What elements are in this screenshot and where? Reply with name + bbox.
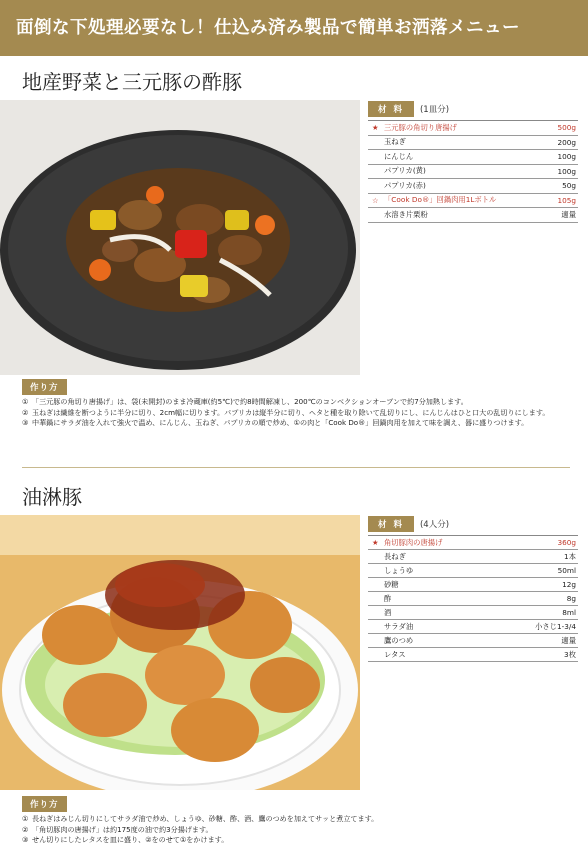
ingredient-table — [368, 535, 578, 662]
ingredient-name: 玉ねぎ — [384, 137, 406, 147]
serving-size: (1皿分) — [419, 105, 450, 115]
ingredient-name: しょうゆ — [384, 565, 414, 575]
ingredient-row — [368, 121, 578, 136]
ingredient-name: パプリカ(赤) — [384, 180, 426, 190]
ingredient-amount: 100g — [557, 166, 576, 176]
ingredient-amount: 200g — [557, 137, 576, 147]
method-step — [22, 408, 570, 419]
step-number: ② — [22, 407, 29, 417]
method-steps — [22, 814, 570, 846]
ingredient-name: パプリカ(黄) — [384, 166, 426, 176]
materials-label: 材 料 — [368, 516, 414, 532]
ingredient-name: 三元豚の角切り唐揚げ — [384, 122, 457, 132]
step-number: ③ — [22, 418, 29, 427]
ingredient-amount: 105g — [557, 195, 576, 205]
ingredient-name: 長ねぎ — [384, 551, 406, 561]
ingredient-name: 水溶き片栗粉 — [384, 209, 428, 219]
ingredient-amount: 100g — [557, 152, 576, 162]
method-label: 作り方 — [22, 379, 67, 395]
step-number: ② — [22, 824, 29, 834]
ingredient-amount: 50ml — [557, 566, 576, 575]
ingredient-amount: 360g — [557, 538, 576, 547]
ingredient-amount: 小さじ1-3/4 — [535, 621, 576, 631]
recipe-title: 油淋豚 — [22, 485, 82, 509]
ingredient-amount: 1本 — [564, 551, 576, 561]
serving-size: (4人分) — [419, 520, 450, 530]
ingredient-amount: 適量 — [561, 209, 576, 219]
ingredient-table — [368, 120, 578, 223]
ingredient-row — [368, 606, 578, 620]
step-text: 玉ねぎは繊維を断つように半分に切り、2cm幅に切ります。パプリカは縦半分に切り、ヘタと種を取り除いて乱切りにし、にんじんはひと口大の乱切りにします。 — [32, 407, 550, 417]
method-step — [22, 835, 570, 846]
step-text: 中華鍋にサラダ油を入れて強火で温め、にんじん、玉ねぎ、パプリカの順で炒め、①の肉と「Cook Do®」回鍋肉用を加えて味を調え、器に盛りつけます。 — [32, 418, 529, 427]
ingredient-amount: 50g — [562, 181, 576, 191]
sweet-sour-pork-photo — [0, 100, 360, 375]
method-step — [22, 418, 570, 429]
step-number: ① — [22, 814, 29, 823]
ingredient-name: レタス — [384, 649, 406, 659]
recipe-title: 地産野菜と三元豚の酢豚 — [22, 70, 242, 94]
ingredient-row — [368, 150, 578, 165]
star-mark: ★ — [372, 538, 379, 547]
star-mark: ★ — [372, 123, 379, 133]
ingredient-row — [368, 592, 578, 606]
method-step — [22, 397, 570, 408]
ingredient-row — [368, 136, 578, 151]
page-banner: 面倒な下処理必要なし！仕込み済み製品で簡単お洒落メニュー — [0, 0, 588, 56]
ingredient-name: 角切豚肉の唐揚げ — [384, 537, 443, 547]
ingredient-name: 酒 — [384, 607, 392, 617]
ingredient-amount: 8g — [566, 594, 576, 603]
method-label: 作り方 — [22, 796, 67, 812]
ingredient-name: 鷹のつめ — [384, 635, 414, 645]
star-mark: ☆ — [372, 195, 379, 205]
ingredient-row — [368, 165, 578, 180]
ingredient-row — [368, 550, 578, 564]
ingredient-amount: 500g — [557, 123, 576, 133]
section-divider — [22, 467, 570, 468]
step-text: 長ねぎはみじん切りにしてサラダ油で炒め、しょうゆ、砂糖、酢、酒、鷹のつめを加えてサッと煮立てます。 — [32, 814, 379, 823]
ingredient-row — [368, 620, 578, 634]
step-number: ③ — [22, 835, 29, 844]
materials-header — [368, 516, 449, 532]
step-text: 「三元豚の角切り唐揚げ」は、袋(未開封)のまま冷蔵庫(約5℃)で約8時間解凍し、200℃のコンベクションオーブンで約7分加熱します。 — [32, 397, 468, 406]
step-text: 「角切豚肉の唐揚げ」は約175度の油で約3分揚げます。 — [32, 824, 213, 834]
ingredient-name: サラダ油 — [384, 621, 414, 631]
ingredient-amount: 3枚 — [564, 649, 576, 659]
ingredient-name: 酢 — [384, 593, 392, 603]
ingredient-amount: 適量 — [561, 635, 576, 645]
ingredient-name: 砂糖 — [384, 579, 399, 589]
materials-label: 材 料 — [368, 101, 414, 117]
method-steps — [22, 397, 570, 429]
method-step — [22, 814, 570, 825]
ingredient-row — [368, 194, 578, 209]
method-step — [22, 825, 570, 836]
ingredient-amount: 8ml — [562, 608, 576, 617]
ingredient-name: にんじん — [384, 151, 414, 161]
ingredient-name: 「Cook Do®」回鍋肉用1Lボトル — [384, 195, 497, 205]
ingredient-row — [368, 179, 578, 194]
ingredient-row — [368, 648, 578, 662]
ingredient-amount: 12g — [562, 580, 576, 589]
step-number: ① — [22, 397, 29, 406]
materials-header — [368, 101, 449, 117]
ingredient-row — [368, 208, 578, 223]
yu-lin-pork-photo — [0, 515, 360, 790]
step-text: せん切りにしたレタスを皿に盛り、②をのせて①をかけます。 — [32, 835, 229, 844]
ingredient-row — [368, 536, 578, 550]
ingredient-row — [368, 634, 578, 648]
ingredient-row — [368, 564, 578, 578]
ingredient-row — [368, 578, 578, 592]
